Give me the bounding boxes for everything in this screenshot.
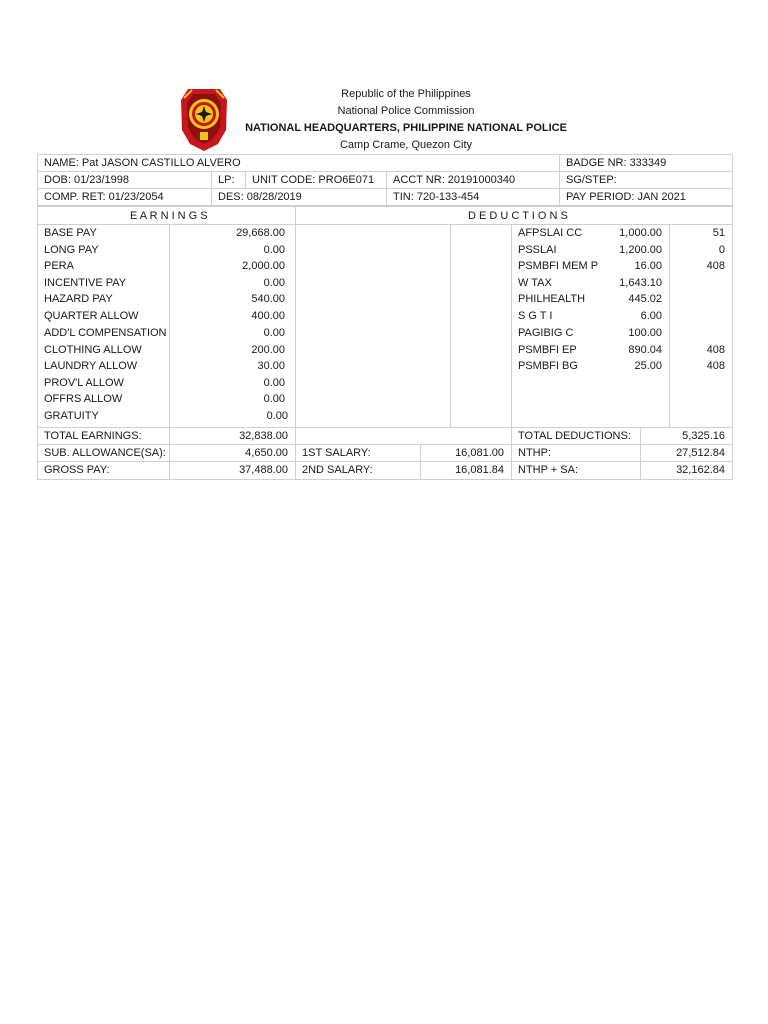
- location-line: Camp Crame, Quezon City: [339, 139, 473, 151]
- deduction-label: S G T I: [518, 310, 553, 322]
- first-salary-label: 1ST SALARY:: [295, 444, 421, 462]
- second-salary-value: 16,081.84: [420, 461, 512, 480]
- earning-label: LONG PAY: [44, 244, 99, 256]
- deduction-label: PSMBFI BG: [518, 360, 578, 372]
- deduction-amount: 890.04: [628, 344, 662, 356]
- earning-amount: 0.00: [263, 377, 285, 389]
- earning-label: PROV'L ALLOW: [44, 377, 124, 389]
- earning-label: LAUNDRY ALLOW: [44, 360, 138, 372]
- nthp-value: 27,512.84: [640, 444, 733, 462]
- lp-field: LP:: [211, 171, 246, 189]
- earning-amount: 0.00: [263, 277, 285, 289]
- deduction-amount: 6.00: [640, 310, 662, 322]
- earning-amount: 200.00: [251, 344, 285, 356]
- deduction-code: 51: [712, 227, 725, 239]
- deduction-label: PSMBFI MEM P: [518, 260, 599, 272]
- document-header: [0, 86, 768, 154]
- republic-line: Republic of the Philippines: [341, 88, 471, 100]
- earning-label: HAZARD PAY: [44, 293, 113, 305]
- earning-amount: 0.00: [263, 393, 285, 405]
- total-earnings-label: TOTAL EARNINGS:: [37, 427, 170, 445]
- earning-label: PERA: [44, 260, 74, 272]
- total-earnings-value: 32,838.00: [169, 427, 296, 445]
- sg-step: SG/STEP:: [559, 171, 733, 189]
- earning-label: GRATUITY: [44, 410, 99, 422]
- designation-date: DES: 08/28/2019: [211, 188, 387, 206]
- deduction-amount: 1,643.10: [619, 277, 662, 289]
- deduction-amount: 25.00: [634, 360, 662, 372]
- gross-pay-label: GROSS PAY:: [37, 461, 170, 480]
- earning-amount: 29,668.00: [236, 227, 285, 239]
- deduction-amount: 16.00: [634, 260, 662, 272]
- deductions-header: D E D U C T I O N S: [295, 206, 733, 225]
- earning-amount: 400.00: [251, 310, 285, 322]
- deduction-label: PSMBFI EP: [518, 344, 577, 356]
- nthp-sa-label: NTHP + SA:: [511, 461, 641, 480]
- deduction-amount: 1,200.00: [619, 244, 662, 256]
- sub-allowance-label: SUB. ALLOWANCE(SA):: [37, 444, 170, 462]
- deduction-code: 408: [706, 344, 725, 356]
- earning-amount: 540.00: [251, 293, 285, 305]
- date-of-birth: DOB: 01/23/1998: [37, 171, 212, 189]
- earning-label: QUARTER ALLOW: [44, 310, 139, 322]
- pnp-hq-line: NATIONAL HEADQUARTERS, PHILIPPINE NATIONAL POLICE: [245, 122, 567, 134]
- deduction-label: W TAX: [518, 277, 552, 289]
- deduction-code: 0: [718, 244, 725, 256]
- earning-amount: 0.00: [263, 327, 285, 339]
- earning-label: ADD'L COMPENSATION: [44, 327, 167, 339]
- sub-allowance-value: 4,650.00: [169, 444, 296, 462]
- earning-label: OFFRS ALLOW: [44, 393, 123, 405]
- compulsory-retirement: COMP. RET: 01/23/2054: [37, 188, 212, 206]
- earning-label: CLOTHING ALLOW: [44, 344, 142, 356]
- earning-amount: 2,000.00: [242, 260, 285, 272]
- earning-amount: 30.00: [257, 360, 285, 372]
- deduction-code: 408: [706, 260, 725, 272]
- deduction-label: PSSLAI: [518, 244, 557, 256]
- earnings-header: E A R N I N G S: [37, 206, 296, 225]
- deduction-label: PAGIBIG C: [518, 327, 574, 339]
- deduction-label: PHILHEALTH: [518, 293, 586, 305]
- total-deductions-label: TOTAL DEDUCTIONS:: [511, 427, 641, 445]
- blank-totals-cell: [295, 427, 512, 445]
- deduction-code: 408: [706, 360, 725, 372]
- badge-number: BADGE NR: 333349: [559, 154, 733, 172]
- gross-pay-value: 37,488.00: [169, 461, 296, 480]
- earning-label: BASE PAY: [44, 227, 97, 239]
- blank-column-1: [295, 224, 451, 428]
- deduction-amount: 1,000.00: [619, 227, 662, 239]
- account-number: ACCT NR: 20191000340: [386, 171, 560, 189]
- deduction-amount: 445.02: [628, 293, 662, 305]
- pay-period: PAY PERIOD: JAN 2021: [559, 188, 733, 206]
- first-salary-value: 16,081.00: [420, 444, 512, 462]
- employee-name: NAME: Pat JASON CASTILLO ALVERO: [37, 154, 560, 172]
- deduction-amount: 100.00: [628, 327, 662, 339]
- nthp-sa-value: 32,162.84: [640, 461, 733, 480]
- second-salary-label: 2ND SALARY:: [295, 461, 421, 480]
- earning-amount: 0.00: [266, 410, 288, 422]
- nthp-label: NTHP:: [511, 444, 641, 462]
- earning-label: INCENTIVE PAY: [44, 277, 127, 289]
- tin-number: TIN: 720-133-454: [386, 188, 560, 206]
- blank-column-2: [450, 224, 512, 428]
- total-deductions-value: 5,325.16: [640, 427, 733, 445]
- deduction-label: AFPSLAI CC: [518, 227, 583, 239]
- napolcom-line: National Police Commission: [337, 105, 475, 117]
- unit-code: UNIT CODE: PRO6E071: [245, 171, 387, 189]
- earning-amount: 0.00: [263, 244, 285, 256]
